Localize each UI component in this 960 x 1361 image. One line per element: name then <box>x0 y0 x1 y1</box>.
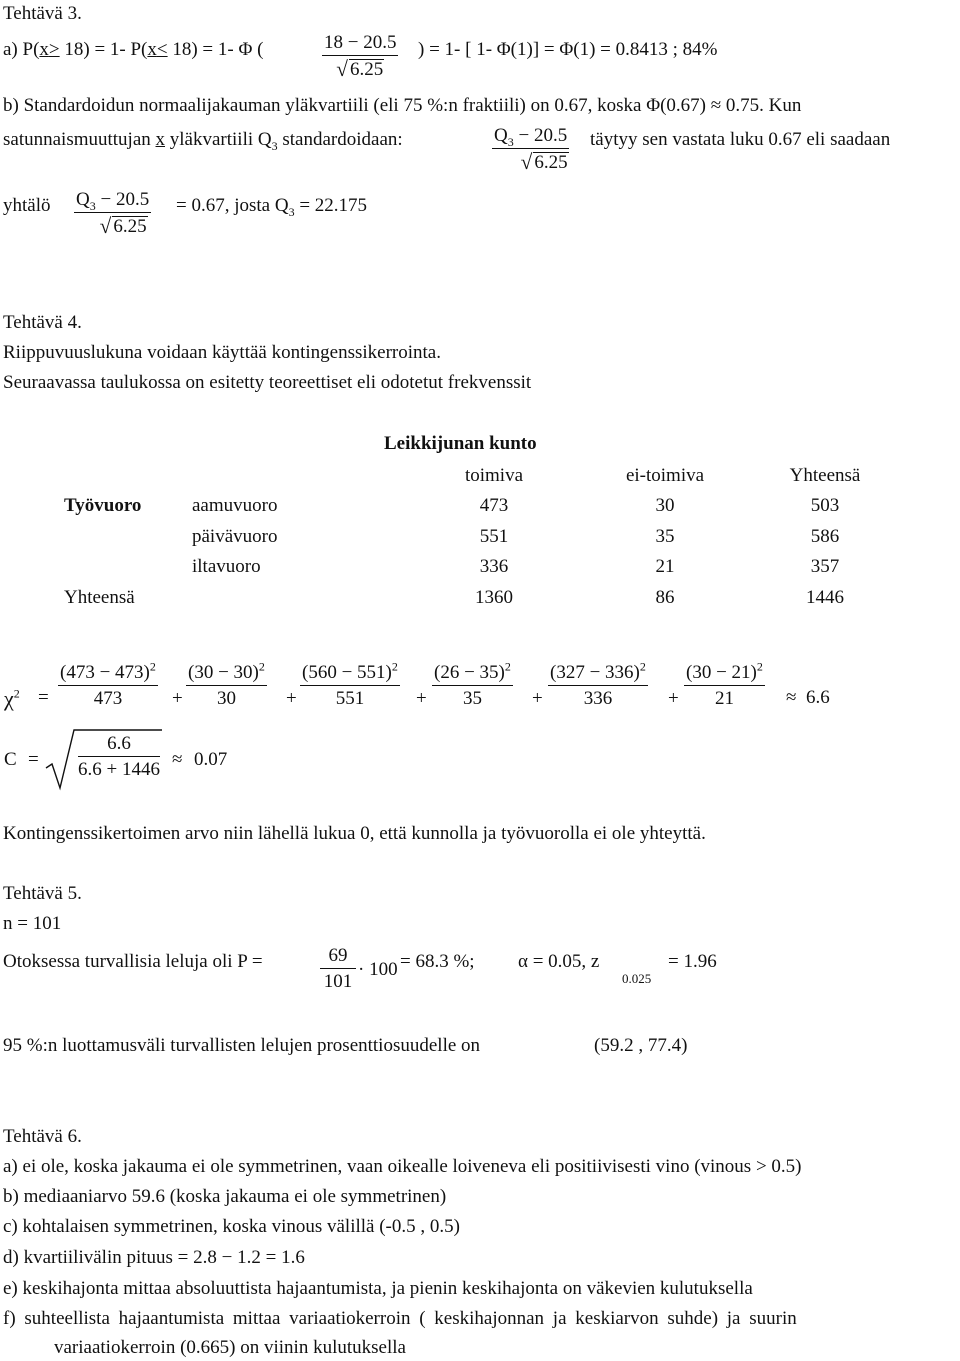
chi-symbol: $\chi^2$ <box>4 686 20 711</box>
task6-item-b: b) mediaaniarvo 59.6 (koska jakauma ei ole symmetrinen) <box>3 1186 447 1207</box>
task4-line2: Seuraavassa taulukossa on esitetty teoreettiset eli odotetut frekvenssit <box>3 372 532 393</box>
task3-line-b1: b) Standardoidun normaalijakauman yläkvartiili (eli 75 %:n fraktiili) on 0.67, koska Φ(0.67) ≈ 0.75. Kun <box>3 95 802 116</box>
task5-alpha: α = 0.05, z <box>518 951 600 972</box>
task3-title: Tehtävä 3. <box>3 3 82 24</box>
table-total-cell: 1446 <box>806 587 844 608</box>
chi-term: $(473 - 473)^2$ 473 <box>60 659 156 709</box>
task3-fraction-a: 18 − 20.5 √ 6.25 <box>324 32 397 81</box>
task3-line-b2-tail: täytyy sen vastata luku 0.67 eli saadaan <box>590 129 891 150</box>
table-row-group-label: Työvuoro <box>64 495 142 516</box>
task5-p-mult: · 100 <box>358 959 398 980</box>
task5-p-label: Otoksessa turvallisia leluja oli P = <box>3 951 263 972</box>
task3-fraction-b: $Q_3 - 20.5$ √ 6.25 <box>494 125 568 174</box>
task5-ci-value: (59.2 , 77.4) <box>594 1035 688 1056</box>
task3-line-c-label: yhtälö <box>3 195 51 216</box>
table-cell: 336 <box>479 556 509 577</box>
table-cell: 357 <box>810 556 840 577</box>
approx-sign: ≈ <box>172 749 183 770</box>
task5-n: n = 101 <box>3 913 62 934</box>
c-result: 0.07 <box>194 749 228 770</box>
table-cell: 551 <box>479 526 509 547</box>
plus-sign: + <box>532 688 543 709</box>
task4-title: Tehtävä 4. <box>3 312 82 333</box>
table-total-cell: 86 <box>655 587 675 608</box>
table-cell: 21 <box>655 556 675 577</box>
table-col-header: toimiva <box>464 465 524 486</box>
task4-conclusion: Kontingenssikertoimen arvo niin lähellä lukua 0, että kunnolla ja työvuorolla ei ole yhteyttä. <box>3 823 706 844</box>
table-row-label: aamuvuoro <box>192 495 278 516</box>
plus-sign: + <box>286 688 297 709</box>
c-label: C <box>4 749 17 770</box>
table-cell: 586 <box>810 526 840 547</box>
c-equals: = <box>28 749 39 770</box>
chi-term: $(30 - 21)^2$ 21 <box>686 659 763 709</box>
task3-line-c-result: = 0.67, josta $Q_3 = 22.175$ <box>176 195 368 219</box>
table-col-header: Yhteensä <box>789 465 861 486</box>
task6-item-d: d) kvartiilivälin pituus = 2.8 − 1.2 = 1.6 <box>3 1247 305 1268</box>
task6-item-f-line2: variaatiokerroin (0.665) on viinin kulutuksella <box>54 1337 406 1358</box>
table-total-cell: 1360 <box>475 587 513 608</box>
table-cell: 503 <box>810 495 840 516</box>
task3-line-a-result: ) = 1- [ 1- Φ(1)] = Φ(1) = 0.8413 ; 84% <box>418 39 718 60</box>
table-cell: 35 <box>655 526 675 547</box>
table-cell: 473 <box>479 495 509 516</box>
task3-fraction-c: $Q_3 - 20.5$ √ 6.25 <box>76 189 150 238</box>
c-fraction: 6.6 6.6 + 1446 <box>78 733 160 780</box>
task3-line-b2: satunnaismuuttujan x yläkvartiili $Q_3$ standardoidaan: <box>3 129 403 153</box>
table-cell: 30 <box>655 495 675 516</box>
plus-sign: + <box>668 688 679 709</box>
task6-item-a: a) ei ole, koska jakauma ei ole symmetrinen, vaan oikealle loiveneva eli positiivisesti vino (vinous > 0.5) <box>3 1156 802 1177</box>
task5-p-result: = 68.3 %; <box>400 951 475 972</box>
task6-item-c: c) kohtalaisen symmetrinen, koska vinous välillä (-0.5 , 0.5) <box>3 1216 460 1237</box>
task5-title: Tehtävä 5. <box>3 883 82 904</box>
task5-p-fraction: 69 101 <box>320 946 356 991</box>
chi-term: $(26 - 35)^2$ 35 <box>434 659 511 709</box>
plus-sign: + <box>416 688 427 709</box>
task5-z-sub: 0.025 <box>622 971 652 986</box>
task6-title: Tehtävä 6. <box>3 1126 82 1147</box>
chi-term: $(560 - 551)^2$ 551 <box>302 659 398 709</box>
chi-term: $(327 - 336)^2$ 336 <box>550 659 646 709</box>
chi-term: $(30 - 30)^2$ 30 <box>188 659 265 709</box>
task5-z-value: = 1.96 <box>668 951 717 972</box>
approx-sign: ≈ <box>786 687 797 708</box>
task3-line-a: a) P(x> 18) = 1- P(x< 18) = 1- Φ ( <box>3 39 264 60</box>
plus-sign: + <box>172 688 183 709</box>
task4-line1: Riippuvuuslukuna voidaan käyttää kontingenssikerrointa. <box>3 342 441 363</box>
chi-result: 6.6 <box>806 687 830 708</box>
table-total-label: Yhteensä <box>64 587 135 608</box>
task5-ci-text: 95 %:n luottamusväli turvallisten lelujen prosenttiosuudelle on <box>3 1035 481 1056</box>
table-group-header: Leikkijunan kunto <box>384 433 537 454</box>
task6-item-e: e) keskihajonta mittaa absoluuttista hajaantumista, ja pienin keskihajonta on väkevien kulutuksella <box>3 1278 753 1299</box>
task6-item-f-line1: f) suhteellista hajaantumista mittaa variaatiokerroin ( keskihajonnan ja keskiarvon suhde) ja suurin <box>3 1308 797 1329</box>
table-col-header: ei-toimiva <box>625 465 705 486</box>
table-row-label: päivävuoro <box>192 526 278 547</box>
table-row-label: iltavuoro <box>192 556 261 577</box>
chi-equals: = <box>38 687 49 708</box>
